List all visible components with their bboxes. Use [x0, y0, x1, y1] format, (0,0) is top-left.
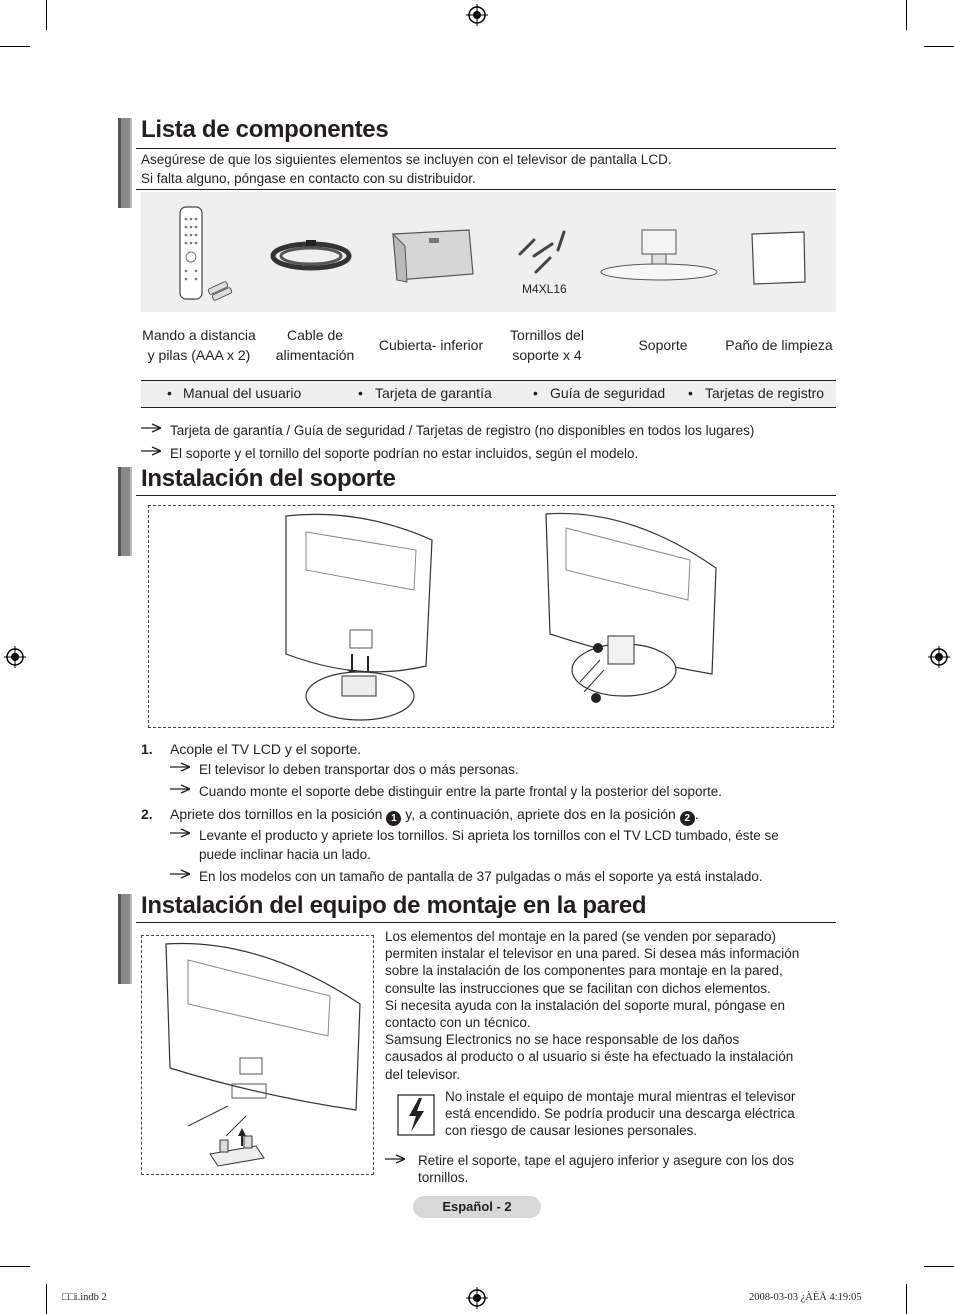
crop-mark — [46, 0, 47, 30]
section-rule — [136, 148, 836, 149]
component-label: Cubierta- inferior — [378, 337, 484, 353]
note-arrow-icon — [170, 869, 190, 879]
note-arrow-icon — [170, 828, 190, 838]
screw-code-label: M4XL16 — [522, 282, 567, 296]
screws-icon — [514, 228, 574, 276]
component-label: Paño de limpieza — [725, 337, 833, 353]
electric-warning-icon — [397, 1094, 435, 1136]
note-arrow-icon — [385, 1154, 405, 1164]
component-label: Tornillos del soporte x 4 — [510, 327, 584, 363]
bullet-dot: • — [533, 385, 538, 401]
wall-paragraph-line: sobre la instalación de los componentes para montaje en la pared, — [385, 963, 783, 979]
components-note: El soporte y el tornillo del soporte podrían no estar incluidos, según el modelo. — [170, 446, 639, 461]
crop-mark — [924, 46, 954, 47]
section-rule — [136, 495, 836, 496]
stand-icon — [598, 226, 720, 284]
step1-note: Cuando monte el soporte debe distinguir entre la parte frontal y la posterior del soporte. — [199, 784, 723, 799]
registration-mark-icon — [928, 646, 950, 668]
wall-note-line: tornillos. — [418, 1170, 469, 1185]
wall-note-line: Retire el soporte, tape el agujero inferior y asegure con los dos — [418, 1153, 794, 1168]
section-title-stand: Instalación del soporte — [141, 465, 396, 492]
wall-warning-line: con riesgo de causar lesiones personales. — [445, 1123, 698, 1139]
components-images-band — [141, 192, 836, 312]
bullet-item: Tarjetas de registro — [705, 385, 825, 401]
registration-mark-icon — [4, 646, 26, 668]
bullet-item: Manual del usuario — [183, 385, 302, 401]
crop-mark — [924, 1266, 954, 1267]
bullet-dot: • — [688, 385, 693, 401]
wall-paragraph — [385, 928, 799, 1083]
step2-text — [170, 804, 699, 826]
step2-text-a: Apriete dos tornillos en la posición — [170, 806, 383, 822]
step-number: 1. — [141, 741, 153, 757]
power-cable-icon — [268, 236, 354, 276]
components-intro-line2: Si falta alguno, póngase en contacto con su distribuidor. — [141, 171, 476, 186]
component-label: Cable de alimentación — [275, 327, 355, 363]
step2-note: En los modelos con un tamaño de pantalla de 37 pulgadas o más el soporte ya está instalado. — [199, 869, 763, 884]
crop-mark — [46, 1284, 47, 1314]
wall-paragraph-line: Si necesita ayuda con la instalación del soporte mural, póngase en — [385, 997, 786, 1013]
section-title-wall: Instalación del equipo de montaje en la pared — [141, 892, 647, 919]
crop-mark — [906, 0, 907, 30]
components-intro-line1: Asegúrese de que los siguientes elementos se incluyen con el televisor de pantalla LCD. — [141, 152, 672, 167]
note-arrow-icon — [170, 784, 190, 794]
step2-note: puede inclinar hacia un lado. — [199, 847, 371, 862]
registration-mark-icon — [466, 1287, 488, 1309]
tv-stand-attach-illustration — [280, 510, 440, 722]
bottom-cover-icon — [385, 228, 477, 284]
component-label: Soporte — [638, 337, 688, 353]
section-rule — [136, 189, 836, 190]
wall-paragraph-line: causados al producto o al usuario si éste ha efectuado la instalación — [385, 1049, 794, 1065]
note-arrow-icon — [170, 762, 190, 772]
stand-illustration-frame — [148, 505, 834, 728]
tv-wall-mount-illustration — [160, 940, 366, 1168]
marker-1-badge: 1 — [386, 811, 401, 826]
tv-stand-screws-illustration — [540, 510, 722, 722]
wall-paragraph-line: contacto con un técnico. — [385, 1015, 531, 1031]
section-bar — [118, 467, 132, 556]
note-arrow-icon — [141, 423, 161, 433]
accessory-bullets — [141, 380, 836, 408]
step1-text: Acople el TV LCD y el soporte. — [170, 741, 362, 757]
imprint-right: 2008-03-03 ¿ÀÈÄ 4:19:05 — [749, 1292, 862, 1303]
crop-mark — [906, 1284, 907, 1314]
wall-note — [418, 1152, 794, 1186]
cleaning-cloth-icon — [748, 230, 808, 286]
bullet-item: Guía de seguridad — [550, 385, 666, 401]
bullet-dot: • — [167, 385, 172, 401]
wall-warning — [445, 1088, 795, 1140]
bullet-item: Tarjeta de garantía — [375, 385, 492, 401]
wall-paragraph-line: permiten instalar el televisor en una pared. Si desea más información — [385, 946, 800, 962]
section-bar — [118, 894, 132, 984]
wall-warning-line: No instale el equipo de montaje mural mientras el televisor — [445, 1089, 796, 1104]
section-title-components: Lista de componentes — [141, 116, 389, 143]
registration-mark-icon — [466, 4, 488, 26]
step-number: 2. — [141, 806, 153, 822]
components-note: Tarjeta de garantía / Guía de seguridad / Tarjetas de registro (no disponibles en todos los lugares) — [170, 423, 755, 438]
wall-paragraph-line: Samsung Electronics no se hace responsable de los daños — [385, 1032, 740, 1048]
section-rule — [136, 922, 836, 923]
note-arrow-icon — [141, 446, 161, 456]
remote-control-icon — [172, 205, 236, 301]
step1-note: El televisor lo deben transportar dos o más personas. — [199, 762, 519, 777]
marker-2-badge: 2 — [680, 811, 695, 826]
component-label: Mando a distancia y pilas (AAA x 2) — [142, 327, 256, 363]
imprint-left: □□i.indb 2 — [62, 1292, 107, 1303]
section-bar — [118, 118, 132, 208]
wall-paragraph-line: consulte las instrucciones que se facilitan con dichos elementos. — [385, 980, 771, 996]
crop-mark — [0, 46, 30, 47]
step2-text-b: y, a continuación, apriete dos en la posición — [405, 806, 676, 822]
bullet-dot: • — [358, 385, 363, 401]
step2-note: Levante el producto y apriete los tornillos. Si aprieta los tornillos con el TV LCD tumbado, éste se — [199, 828, 779, 843]
crop-mark — [0, 1266, 30, 1267]
page-number-badge: Español - 2 — [413, 1196, 541, 1218]
wall-warning-line: está encendido. Se podría producir una descarga eléctrica — [445, 1106, 795, 1122]
step2-text-c: . — [694, 806, 699, 822]
wall-paragraph-line: del televisor. — [385, 1066, 461, 1082]
wall-paragraph-line: Los elementos del montaje en la pared (se venden por separado) — [385, 929, 776, 944]
